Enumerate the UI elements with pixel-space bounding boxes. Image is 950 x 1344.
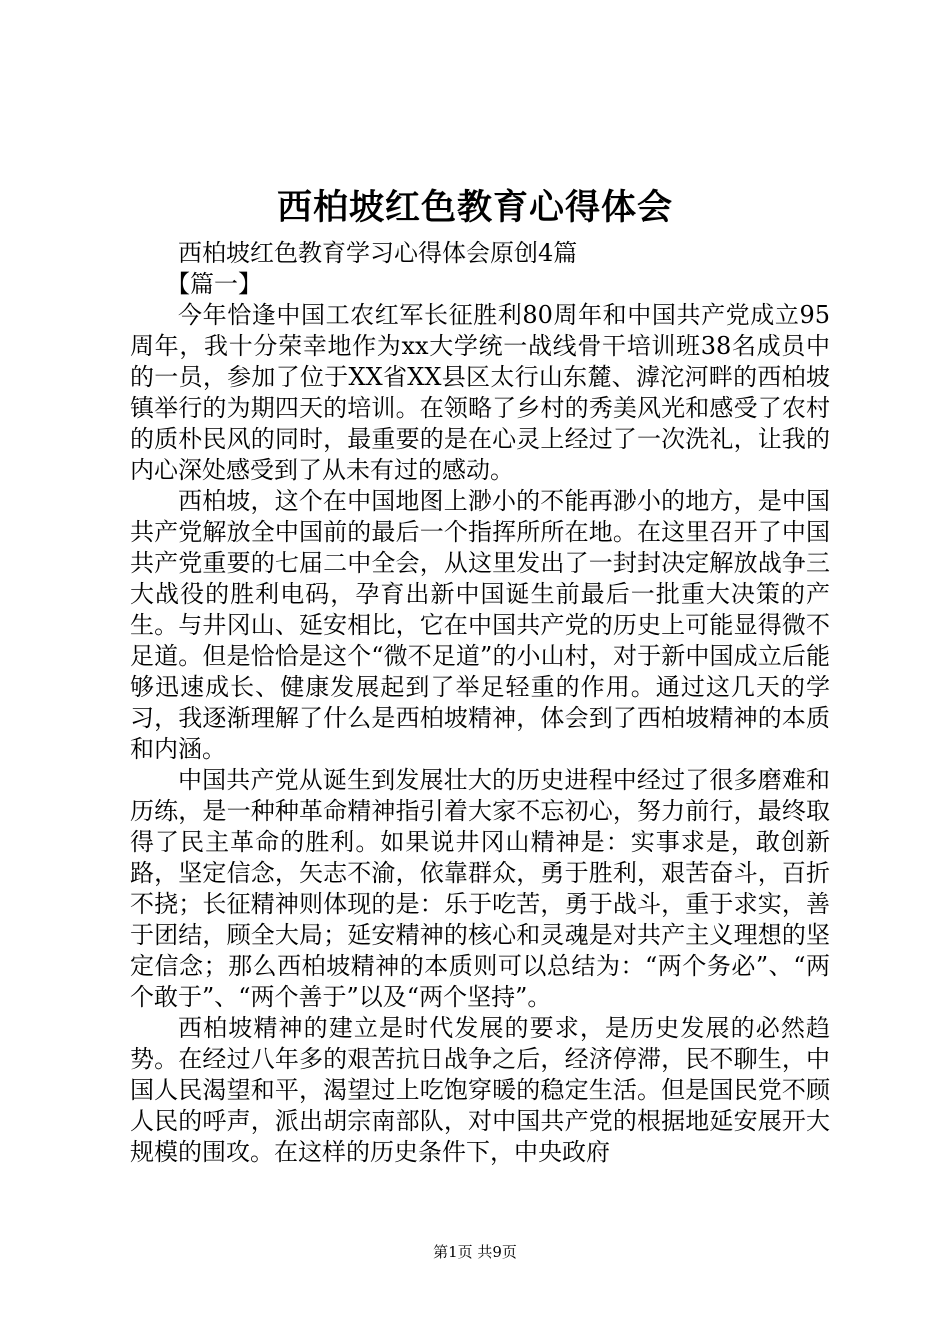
document-body [130,238,830,1168]
section-label: 【篇一】 [166,270,262,298]
document-subtitle: 西柏坡红色教育学习心得体会原创4篇 [178,239,578,267]
document-title: 西柏坡红色教育心得体会 [276,187,673,228]
body-paragraph: 中国共产党从诞生到发展壮大的历史进程中经过了很多磨难和历练，是一种种革命精神指引着大家不忘初心，努力前行，最终取得了民主革命的胜利。如果说井冈山精神是：实事求是，敢创新路，坚定信念，矢志不渝，依靠群众，勇于胜利，艰苦奋斗，百折不挠；长征精神则体现的是：乐于吃苦，勇于战斗，重于求实，善于团结，顾全大局；延安精神的核心和灵魂是对共产主义理想的坚定信念；那么西柏坡精神的本质则可以总结为：“两个务必”、“两个敢于”、“两个善于”以及“两个坚持”。 [130,766,830,1011]
body-paragraph: 西柏坡，这个在中国地图上渺小的不能再渺小的地方，是中国共产党解放全中国前的最后一个指挥所所在地。在这里召开了中国共产党重要的七届二中全会，从这里发出了一封封决定解放战争三大战役的胜利电码，孕育出新中国诞生前最后一批重大决策的产生。与井冈山、延安相比，它在中国共产党的历史上可能显得微不足道。但是恰恰是这个“微不足道”的小山村，对于新中国成立后能够迅速成长、健康发展起到了举足轻重的作用。通过这几天的学习，我逐渐理解了什么是西柏坡精神，体会到了西柏坡精神的本质和内涵。 [130,487,830,763]
body-paragraph: 西柏坡精神的建立是时代发展的要求，是历史发展的必然趋势。在经过八年多的艰苦抗日战争之后，经济停滞，民不聊生，中国人民渴望和平，渴望过上吃饱穿暖的稳定生活。但是国民党不顾人民的呼声，派出胡宗南部队，对中国共产党的根据地延安展开大规模的围攻。在这样的历史条件下，中央政府 [130,1014,830,1166]
body-paragraph: 今年恰逢中国工农红军长征胜利80周年和中国共产党成立95周年，我十分荣幸地作为xx大学统一战线骨干培训班38名成员中的一员，参加了位于XX省XX县区太行山东麓、滹沱河畔的西柏坡镇举行的为期四天的培训。在领略了乡村的秀美风光和感受了农村的质朴民风的同时，最重要的是在心灵上经过了一次洗礼，让我的内心深处感受到了从未有过的感动。 [130,301,830,484]
page-footer: 第1页 共9页 [433,1243,517,1261]
